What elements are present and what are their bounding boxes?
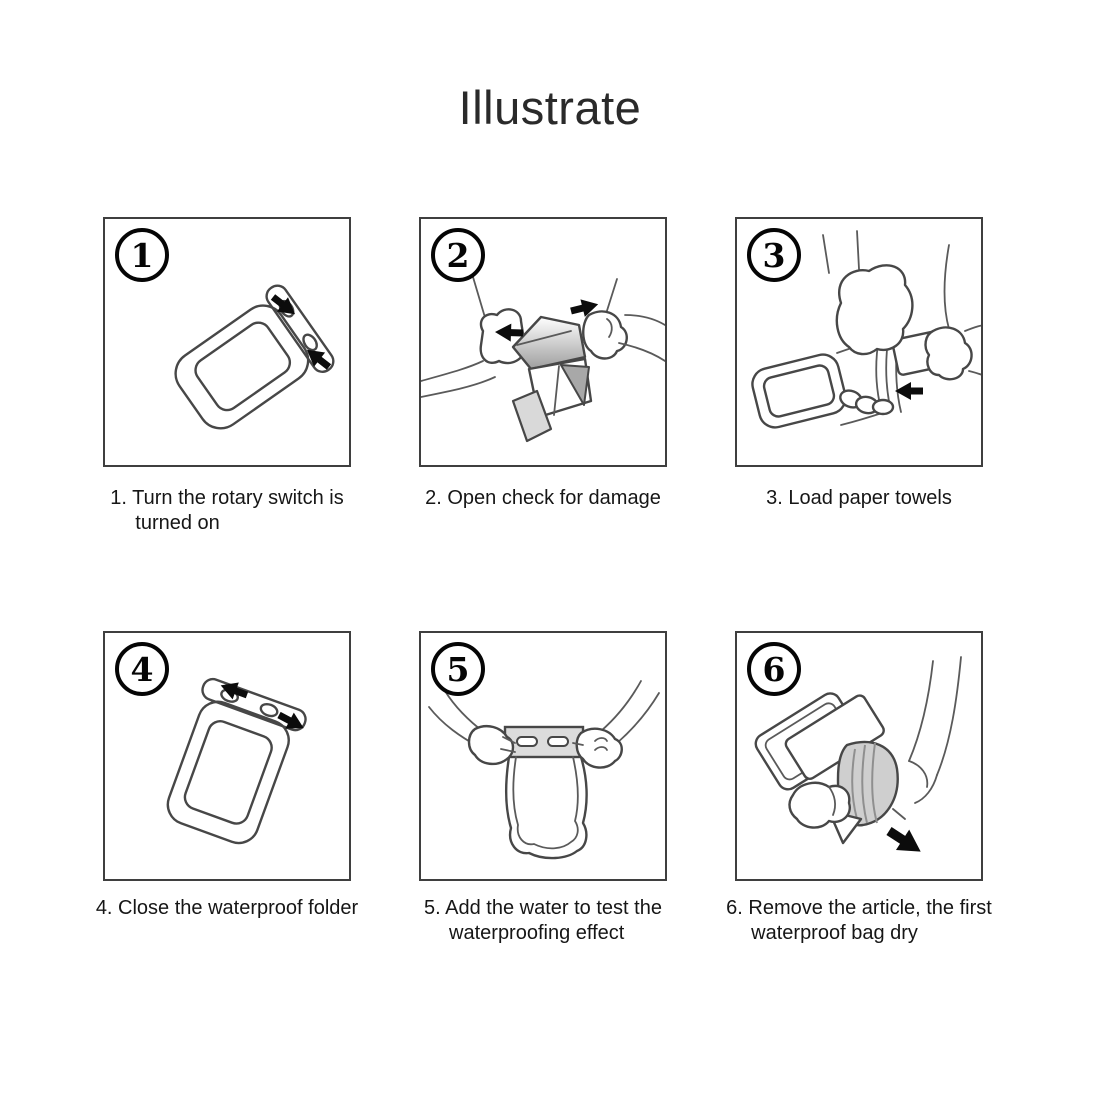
right-hand <box>926 327 972 379</box>
panel-step-6 <box>735 631 983 881</box>
step-5-caption <box>373 896 713 946</box>
step-6-number-badge: 6 <box>747 642 801 696</box>
finger <box>873 400 893 414</box>
caption-line: 1. Turn the rotary switch is <box>110 487 344 509</box>
hanging-bag-outline <box>506 757 586 858</box>
arrow-icon <box>882 821 927 862</box>
panel-step-4 <box>103 631 351 881</box>
step-1-caption <box>57 486 397 536</box>
caption-line: 3. Load paper towels <box>766 487 952 509</box>
gripping-hand <box>837 265 913 354</box>
step-5-number-badge: 5 <box>431 642 485 696</box>
clamp-slot <box>517 737 537 746</box>
step-2-number-badge: 2 <box>431 228 485 282</box>
caption-line: waterproof bag dry <box>751 922 918 944</box>
step-1-number-badge: 1 <box>115 228 169 282</box>
clamp-slot <box>548 737 568 746</box>
panel-step-2 <box>419 217 667 467</box>
step-2-caption <box>373 486 713 511</box>
step-3-caption <box>689 486 1029 511</box>
caption-line: 5. Add the water to test the <box>424 897 662 919</box>
caption-line: 4. Close the waterproof folder <box>95 897 359 919</box>
holding-hand <box>790 783 850 828</box>
panel-step-1 <box>103 217 351 467</box>
step-4-caption <box>57 896 397 921</box>
step-3-number-badge: 3 <box>747 228 801 282</box>
caption-line: turned on <box>135 512 220 534</box>
panel-step-3 <box>735 217 983 467</box>
step-4-number-badge: 4 <box>115 642 169 696</box>
page-title: Illustrate <box>458 81 642 134</box>
caption-line: 2. Open check for damage <box>425 487 661 509</box>
caption-line: 6. Remove the article, the first <box>726 897 992 919</box>
panel-step-5 <box>419 631 667 881</box>
right-fist <box>583 311 627 358</box>
step-6-caption <box>689 896 1029 946</box>
caption-line: waterproofing effect <box>449 922 625 944</box>
arrow-icon <box>895 382 923 400</box>
